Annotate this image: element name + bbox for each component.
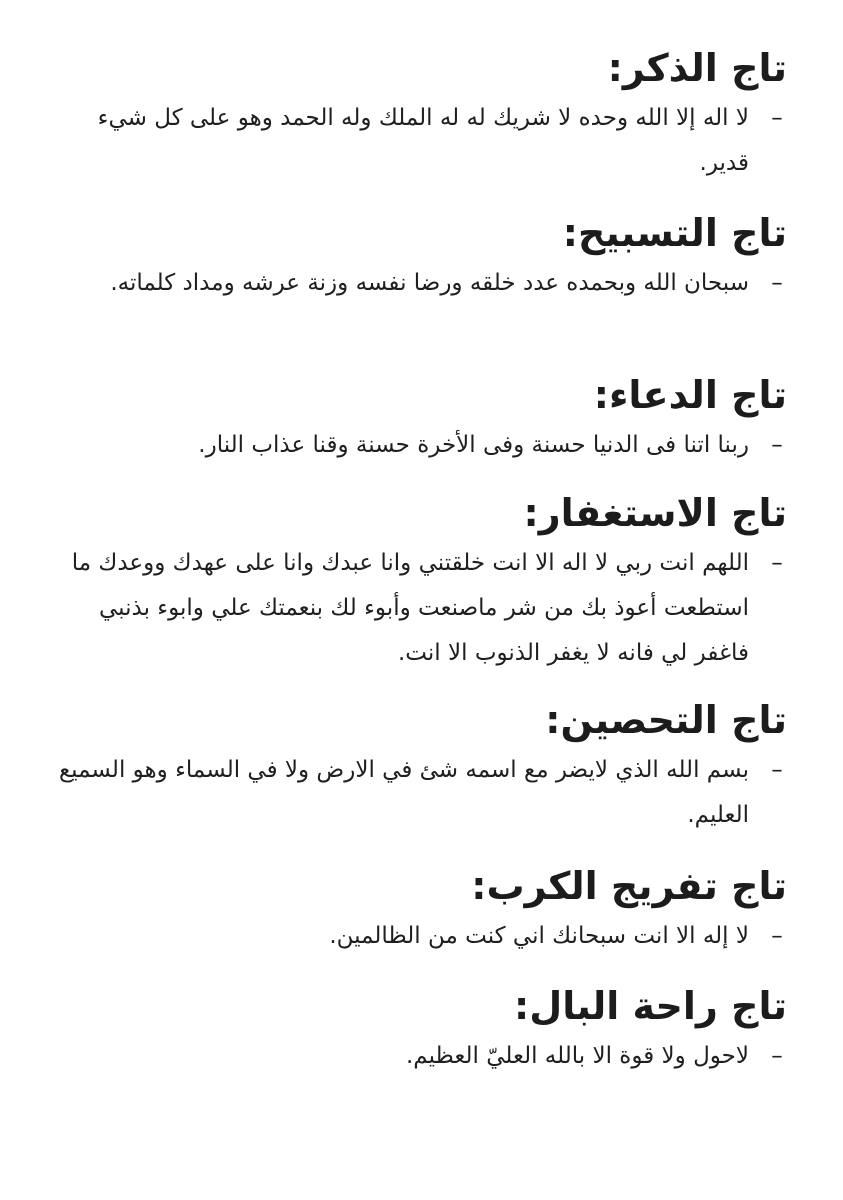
list-item — [47, 261, 787, 306]
item-text: سبحان الله وبحمده عدد خلقه ورضا نفسه وزنة عرشه ومداد كلماته. — [110, 270, 749, 296]
section-tahseen — [47, 692, 787, 838]
section-title: تاج التسبيح: — [562, 211, 787, 255]
section-istighfar — [47, 485, 787, 676]
list-item — [47, 1034, 787, 1079]
list-item — [47, 914, 787, 959]
item-text: لاحول ولا قوة الا بالله العليّ العظيم. — [405, 1043, 749, 1069]
item-text: لا إله الا انت سبحانك اني كنت من الظالمين. — [329, 923, 749, 949]
section-tasbih — [47, 205, 787, 306]
section-tafrij-alkarb — [47, 858, 787, 959]
list-item — [47, 96, 787, 186]
dash-bullet: – — [771, 1043, 783, 1069]
dash-bullet: – — [771, 757, 783, 783]
item-text: لا اله إلا الله وحده لا شريك له له الملك وله الحمد وهو على كل شيء قدير. — [97, 105, 749, 176]
item-text: بسم الله الذي لايضر مع اسمه شئ في الارض ولا في السماء وهو السميع العليم. — [58, 757, 749, 828]
list-item — [47, 748, 787, 838]
section-dhikr — [47, 40, 787, 186]
dash-bullet: – — [771, 550, 783, 576]
list-item — [47, 423, 787, 468]
section-title: تاج راحة البال: — [514, 984, 787, 1028]
dash-bullet: – — [771, 105, 783, 131]
section-title: تاج تفريج الكرب: — [471, 864, 787, 908]
section-rahat-albal — [47, 978, 787, 1079]
item-text: اللهم انت ربي لا اله الا انت خلقتني وانا عبدك وانا على عهدك ووعدك ما استطعت أعوذ بك من شر ماصنعت وأبوء لك بنعمتك علي وابوء بذنبي فاغفر لي فانه لا يغفر الذنوب الا انت. — [71, 550, 749, 666]
section-title: تاج التحصين: — [545, 698, 787, 742]
item-text: ربنا اتنا فى الدنيا حسنة وفى الأخرة حسنة وقنا عذاب النار. — [198, 432, 749, 458]
section-dua — [47, 367, 787, 468]
dash-bullet: – — [771, 923, 783, 949]
dash-bullet: – — [771, 270, 783, 296]
section-title: تاج الذكر: — [607, 46, 787, 90]
section-title: تاج الاستغفار: — [523, 491, 787, 535]
section-title: تاج الدعاء: — [593, 373, 787, 417]
dash-bullet: – — [771, 432, 783, 458]
list-item — [47, 541, 787, 676]
